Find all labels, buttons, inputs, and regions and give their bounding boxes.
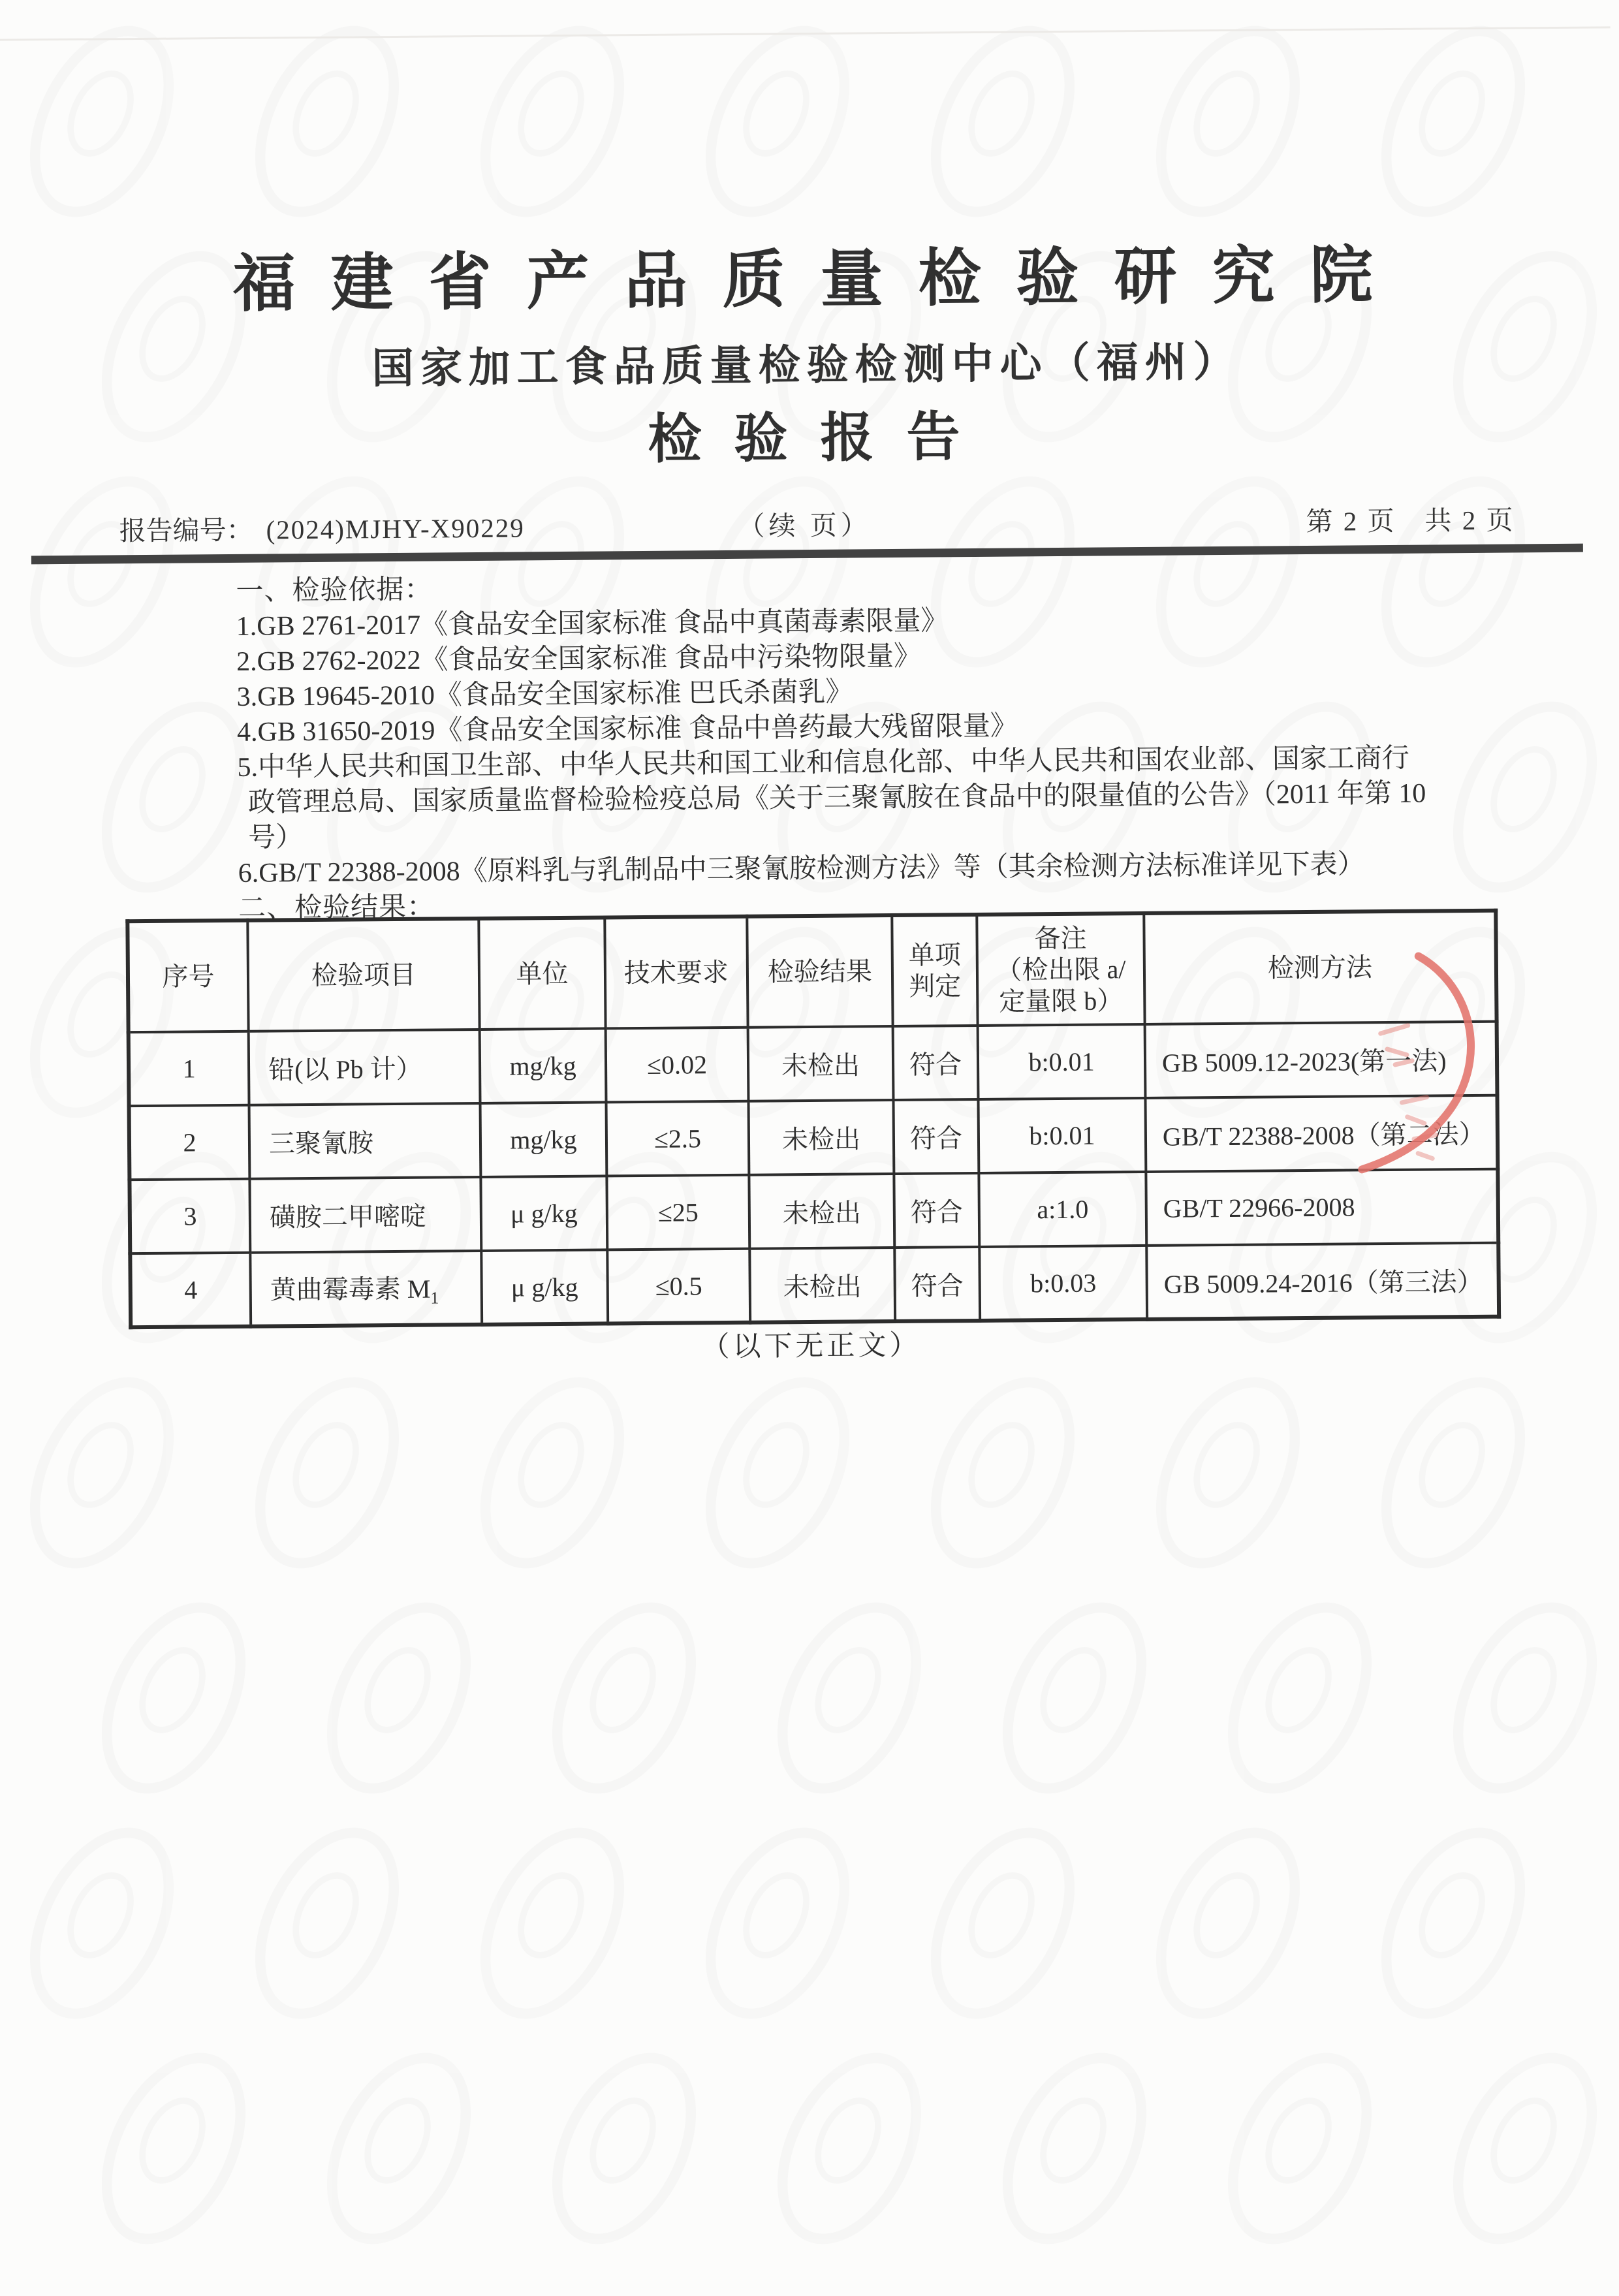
table-row [130, 1243, 1499, 1327]
column-header: 技术要求 [605, 917, 747, 1029]
table-cell: GB/T 22966-2008 [1146, 1169, 1498, 1246]
page-indicator: 第 2 页 共 2 页 [1306, 505, 1515, 537]
basis-list [236, 599, 1545, 891]
table-cell: ≤0.5 [607, 1249, 750, 1324]
table-cell: ≤2.5 [606, 1101, 749, 1176]
column-header: 序号 [127, 920, 248, 1032]
report-meta-row [0, 497, 1614, 549]
table-cell: μ g/kg [481, 1250, 608, 1325]
report-number-value: (2024)MJHY-X90229 [266, 512, 525, 545]
table-cell: mg/kg [480, 1102, 607, 1177]
table-cell: 未检出 [749, 1248, 895, 1323]
table-cell: 符合 [894, 1173, 979, 1248]
basis-line: 2.GB 2762-2022《食品安全国家标准 食品中污染物限量》 [236, 641, 922, 677]
end-of-text-note: （以下无正文） [701, 1330, 921, 1363]
table-cell: GB 5009.24-2016（第三法） [1146, 1243, 1499, 1319]
table-cell: μ g/kg [480, 1176, 607, 1251]
column-header: 检验项目 [247, 919, 479, 1031]
red-seal-stamp-icon [1291, 908, 1567, 1223]
basis-line: 政管理总局、国家质量监督检验检疫总局《关于三聚氰胺在食品中的限量值的公告》（2011 年第 10 [247, 778, 1426, 818]
table-cell: GB/T 22388-2008（第二法） [1145, 1095, 1498, 1172]
table-cell: 1 [129, 1031, 249, 1106]
table-cell: 三聚氰胺 [249, 1103, 481, 1179]
column-header: 备注 （检出限 a/ 定量限 b） [977, 913, 1144, 1026]
subscript: 1 [430, 1287, 439, 1308]
table-cell: ≤0.02 [606, 1028, 749, 1103]
basis-line: 5.中华人民共和国卫生部、中华人民共和国工业和信息化部、中华人民共和国农业部、国家工商行 [237, 743, 1410, 783]
table-cell: mg/kg [480, 1028, 606, 1103]
column-header: 检测方法 [1144, 911, 1496, 1024]
table-cell: 未检出 [749, 1100, 894, 1175]
table-cell: b:0.01 [978, 1024, 1146, 1099]
column-header: 单项 判定 [892, 915, 977, 1026]
section-basis-heading: 一、检验依据： [236, 574, 433, 606]
report-number-label: 报告编号： [119, 514, 253, 546]
table-cell: 黄曲霉毒素 $M_1$ [250, 1251, 482, 1327]
basis-line: 3.GB 19645-2010《食品安全国家标准 巴氏杀菌乳》 [236, 677, 853, 712]
table-cell: 3 [129, 1179, 250, 1253]
table-cell: GB 5009.12-2023(第一法) [1145, 1022, 1498, 1098]
body-text [236, 563, 1545, 926]
scan-artifact-line [0, 26, 1611, 40]
center-title: 国家加工食品质量检验检测中心（福州） [371, 338, 1242, 392]
table-cell: b:0.03 [979, 1246, 1147, 1321]
table-cell: 未检出 [749, 1174, 894, 1249]
table-cell: a:1.0 [979, 1172, 1146, 1247]
table-cell: 铅(以 Pb 计） [249, 1030, 480, 1105]
table-cell: 4 [130, 1253, 251, 1327]
table-cell: 符合 [893, 1099, 979, 1174]
table-cell: 磺胺二甲嘧啶 [249, 1177, 481, 1253]
institute-title: 福建省产品质量检验研究院 [232, 240, 1409, 319]
table-cell: b:0.01 [978, 1098, 1146, 1173]
column-header: 单位 [479, 917, 605, 1030]
table-cell: ≤25 [606, 1175, 749, 1250]
basis-line: 4.GB 31650-2019《食品安全国家标准 食品中兽药最大残留限量》 [236, 711, 1018, 747]
section-results-heading: 二、检验结果： [238, 892, 435, 924]
continuation-note: （续 页） [738, 510, 872, 541]
basis-line: 1.GB 2761-2017《食品安全国家标准 食品中真菌毒素限量》 [236, 606, 949, 642]
table-cell: 2 [129, 1105, 250, 1180]
table-cell: 符合 [894, 1247, 980, 1321]
column-header: 检验结果 [747, 915, 892, 1028]
basis-line: 6.GB/T 22388-2008《原料乳与乳制品中三聚氰胺检测方法》等（其余检测方法标准详见下表） [238, 849, 1365, 889]
basis-line: 号） [248, 823, 304, 853]
report-title: 检验报告 [648, 407, 993, 469]
table-cell: 未检出 [748, 1026, 894, 1101]
table-cell: 符合 [893, 1026, 979, 1100]
